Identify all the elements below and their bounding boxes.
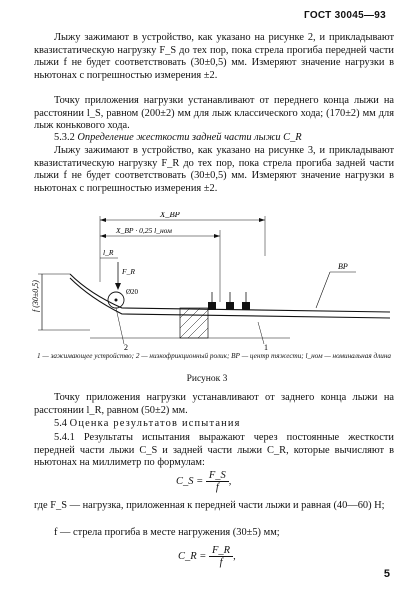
figure-title: Рисунок 3 [186,374,228,384]
formula-lhs: C_R = [178,550,207,562]
formula-lhs: C_S = [176,475,204,487]
section-heading-532 [34,132,394,145]
paragraph-text: Точку приложения нагрузки устанавливают от заднего конца лыжи на расстоянии l_R, равном (50±2) мм. [34,392,394,416]
where-clause-f [54,527,394,540]
xbp-offset-label: X_ВР · 0,25 l_ном [116,226,172,235]
formula-tail: , [228,475,232,487]
diameter-label: Ø20 [126,288,139,296]
paragraph-text: Лыжу зажимают в устройство, как указано на рисунке 3, и прикладывают квазистатическую нагрузку F_R до тех пор, пока стрела прогиба задней части лыжи f не будет соответствовать (30±0,5) мм. Измеряют значение нагрузки в ньютонах с погрешностью измерения ±2. [34,145,394,194]
page-number: 5 [383,568,390,580]
paragraph-rear-clamp [34,145,394,195]
part2-label: 2 [124,343,128,352]
formula-denominator: f [219,557,223,568]
formula-denominator: f [215,482,219,493]
paragraph-results [34,432,394,470]
part1-leader [258,322,264,344]
arrow-right-icon [214,234,220,238]
paragraph-load-point-front [34,95,394,133]
bp-leader-diagonal [316,272,330,308]
formula-cs [176,470,231,493]
section-title: Оценка результатов испытания [69,418,241,429]
formula-fraction [206,470,229,493]
where-clause-fs [34,500,394,513]
section-number: 5.3.2 [54,132,75,143]
paragraph-text: f — стрела прогиба в месте нагружения (30±5) мм; [54,527,280,538]
section-title: Определение жесткости задней части лыжи C_R [77,132,302,143]
paragraph-load-point-rear [34,392,394,417]
formula-cr [178,545,236,568]
part1-label: 1 [264,343,268,352]
fr-label: F_R [122,267,135,276]
formula-fraction [209,545,233,568]
force-arrow-icon [115,283,121,290]
roller-center-icon [115,299,118,302]
standard-header: ГОСТ 30045—93 [303,10,386,21]
lr-label: l_R [103,248,114,257]
arrow-left-icon [100,234,106,238]
formula-numerator: F_S [206,470,229,482]
xbp-label: X_ВР [160,212,180,219]
paragraph-text: 5.4.1 Результаты испытания выражают через постоянные жесткости передней части лыжи C_S и задней части лыжи C_R, которые вычисляют в ньютонах на миллиметр по формулам: [34,432,394,468]
section-number: 5.4 [54,418,67,429]
section-heading-54 [34,418,394,431]
figure-caption: 1 — зажимающее устройство; 2 — низкофрикционный ролик; ВР — центр тяжести; l_ном — номинальная длина [36,352,391,360]
paragraph-text: Точку приложения нагрузки устанавливают от переднего конца лыжи на расстоянии l_S, равном (200±2) мм для лыж классического хода; (170±2) мм для лыж конькового хода. [34,95,394,131]
paragraph-text: Лыжу зажимают в устройство, как указано на рисунке 2, и прикладывают квазистатическую нагрузку F_S до тех пор, пока стрела прогиба передней части лыжи f не будет соответствовать (30±0,5) мм. Измеряют значение нагрузки в ньютонах с погрешностью измерения ±2. [34,32,394,81]
arrow-left-icon [100,218,106,222]
formula-tail: , [233,550,236,562]
deflection-label: f (30±0,5) [31,280,40,312]
arrow-right-icon [259,218,265,222]
formula-numerator: F_R [209,545,233,557]
figure-3-diagram [30,212,390,352]
bp-label: ВР [338,262,348,271]
paragraph-text: где F_S — нагрузка, приложенная к передней части лыжи и равная (40—60) Н; [34,500,385,511]
paragraph-front-clamp [34,32,394,82]
